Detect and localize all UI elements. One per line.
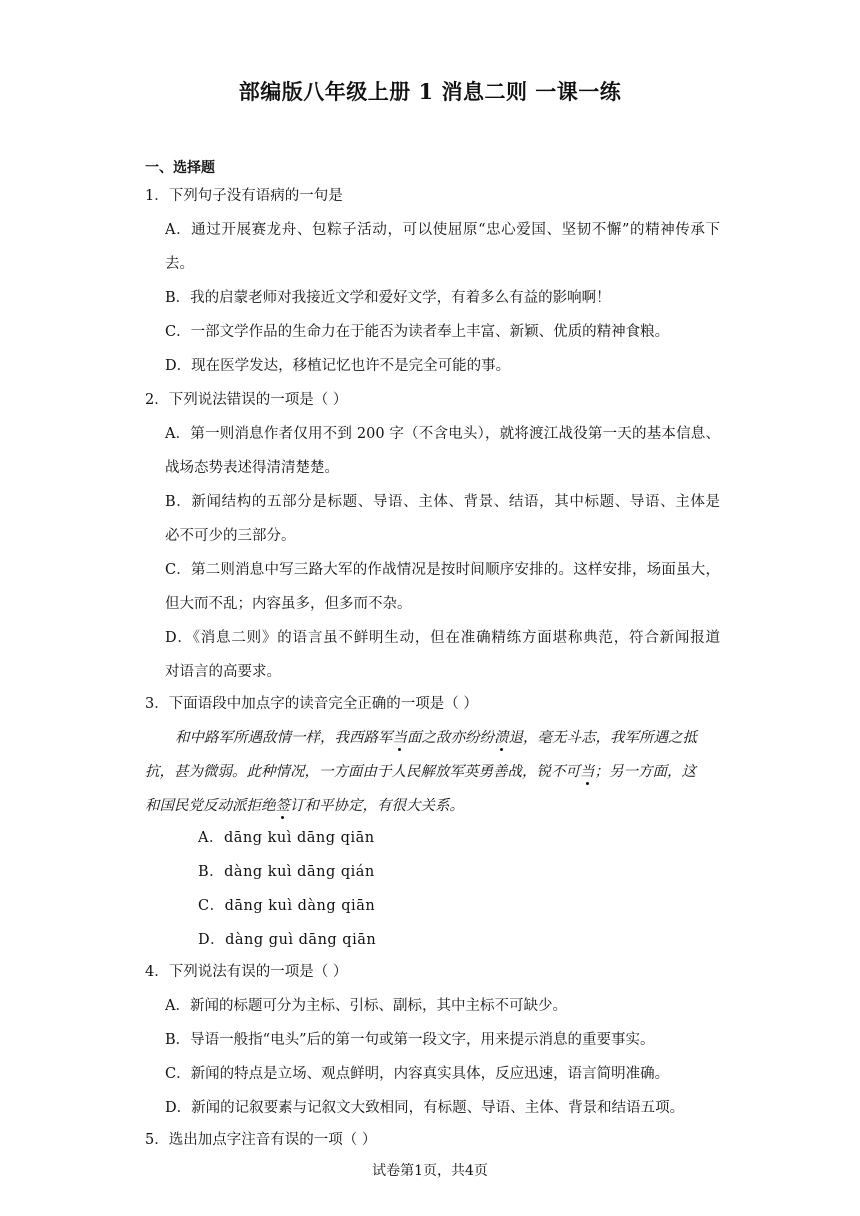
passage-text: 抗，甚为微弱。此种情况，一方面由于人民解放军英勇善战，锐不可	[145, 764, 580, 780]
question-3-option-c: C．dāng kuì dàng qiān	[198, 898, 376, 914]
question-1-option-a: A．通过开展赛龙舟、包粽子活动，可以使屈原“忠心爱国、坚韧不懈”的精神传承下	[165, 222, 720, 238]
question-1-option-c: C．一部文学作品的生命力在于能否为读者奉上丰富、新颖、优质的精神食粮。	[165, 324, 670, 340]
dotted-char: 签	[275, 798, 290, 814]
question-4-stem: 4．下列说法有误的一项是（ ）	[145, 964, 348, 980]
section-heading: 一、选择题	[145, 160, 215, 176]
passage-text: 订和平协定，有很大关系。	[290, 798, 464, 814]
question-2-option-d: D．《消息二则》的语言虽不鲜明生动，但在准确精练方面堪称典范，符合新闻报道	[165, 630, 720, 646]
question-4-option-a: A．新闻的标题可分为主标、引标、副标，其中主标不可缺少。	[165, 998, 567, 1014]
question-4-option-b: B．导语一般指“电头”后的第一句或第一段文字，用来提示消息的重要事实。	[165, 1032, 655, 1048]
question-4-option-c: C．新闻的特点是立场、观点鲜明，内容真实具体，反应迅速，语言简明准确。	[165, 1066, 670, 1082]
passage-text: 退，毫无斗志，我军所遇之抵	[508, 730, 697, 746]
dotted-char: 溃	[494, 730, 509, 746]
passage-text: ；另一方面，这	[594, 764, 696, 780]
question-2-option-c-cont: 但大而不乱；内容虽多，但多而不杂。	[165, 596, 412, 612]
question-3-option-b: B．dàng kuì dāng qián	[198, 864, 375, 880]
question-3-stem: 3．下面语段中加点字的读音完全正确的一项是（ ）	[145, 696, 478, 712]
dotted-char: 当	[580, 764, 595, 780]
passage-text: 和中路军所遇敌情一样，我西路军	[175, 730, 393, 746]
question-2-option-d-cont: 对语言的高要求。	[165, 664, 281, 680]
question-1-stem: 1．下列句子没有语病的一句是	[145, 188, 343, 204]
passage-line-1	[175, 726, 697, 747]
page-footer: 试卷第1页，共4页	[372, 1163, 488, 1179]
passage-text: 面之敌亦纷纷	[407, 730, 494, 746]
document-title: 部编版八年级上册 1 消息二则 一课一练	[238, 79, 622, 104]
question-1-option-a-cont: 去。	[165, 256, 194, 272]
dotted-char: 当	[392, 730, 407, 746]
question-1-option-d: D．现在医学发达，移植记忆也许不是完全可能的事。	[165, 358, 511, 374]
question-2-option-b-cont: 必不可少的三部分。	[165, 528, 296, 544]
question-2-stem: 2．下列说法错误的一项是（ ）	[145, 392, 348, 408]
question-3-option-d: D．dàng guì dāng qiān	[198, 932, 377, 948]
passage-line-2	[145, 760, 696, 781]
question-2-option-a: A．第一则消息作者仅用不到 200 字（不含电头），就将渡江战役第一天的基本信息、	[165, 426, 720, 442]
question-1-option-b: B．我的启蒙老师对我接近文学和爱好文学，有着多么有益的影响啊！	[165, 290, 611, 306]
passage-text: 和国民党反动派拒绝	[145, 798, 276, 814]
question-2-option-a-cont: 战场态势表述得清清楚楚。	[165, 460, 339, 476]
question-4-option-d: D．新闻的记叙要素与记叙文大致相同，有标题、导语、主体、背景和结语五项。	[165, 1100, 685, 1116]
question-5-stem: 5．选出加点字注音有误的一项（ ）	[145, 1132, 377, 1148]
passage-line-3	[145, 794, 464, 815]
question-2-option-b: B．新闻结构的五部分是标题、导语、主体、背景、结语，其中标题、导语、主体是	[165, 494, 720, 510]
question-2-option-c: C．第二则消息中写三路大军的作战情况是按时间顺序安排的。这样安排，场面虽大，	[165, 562, 720, 578]
question-3-option-a: A．dāng kuì dāng qiān	[198, 830, 375, 846]
